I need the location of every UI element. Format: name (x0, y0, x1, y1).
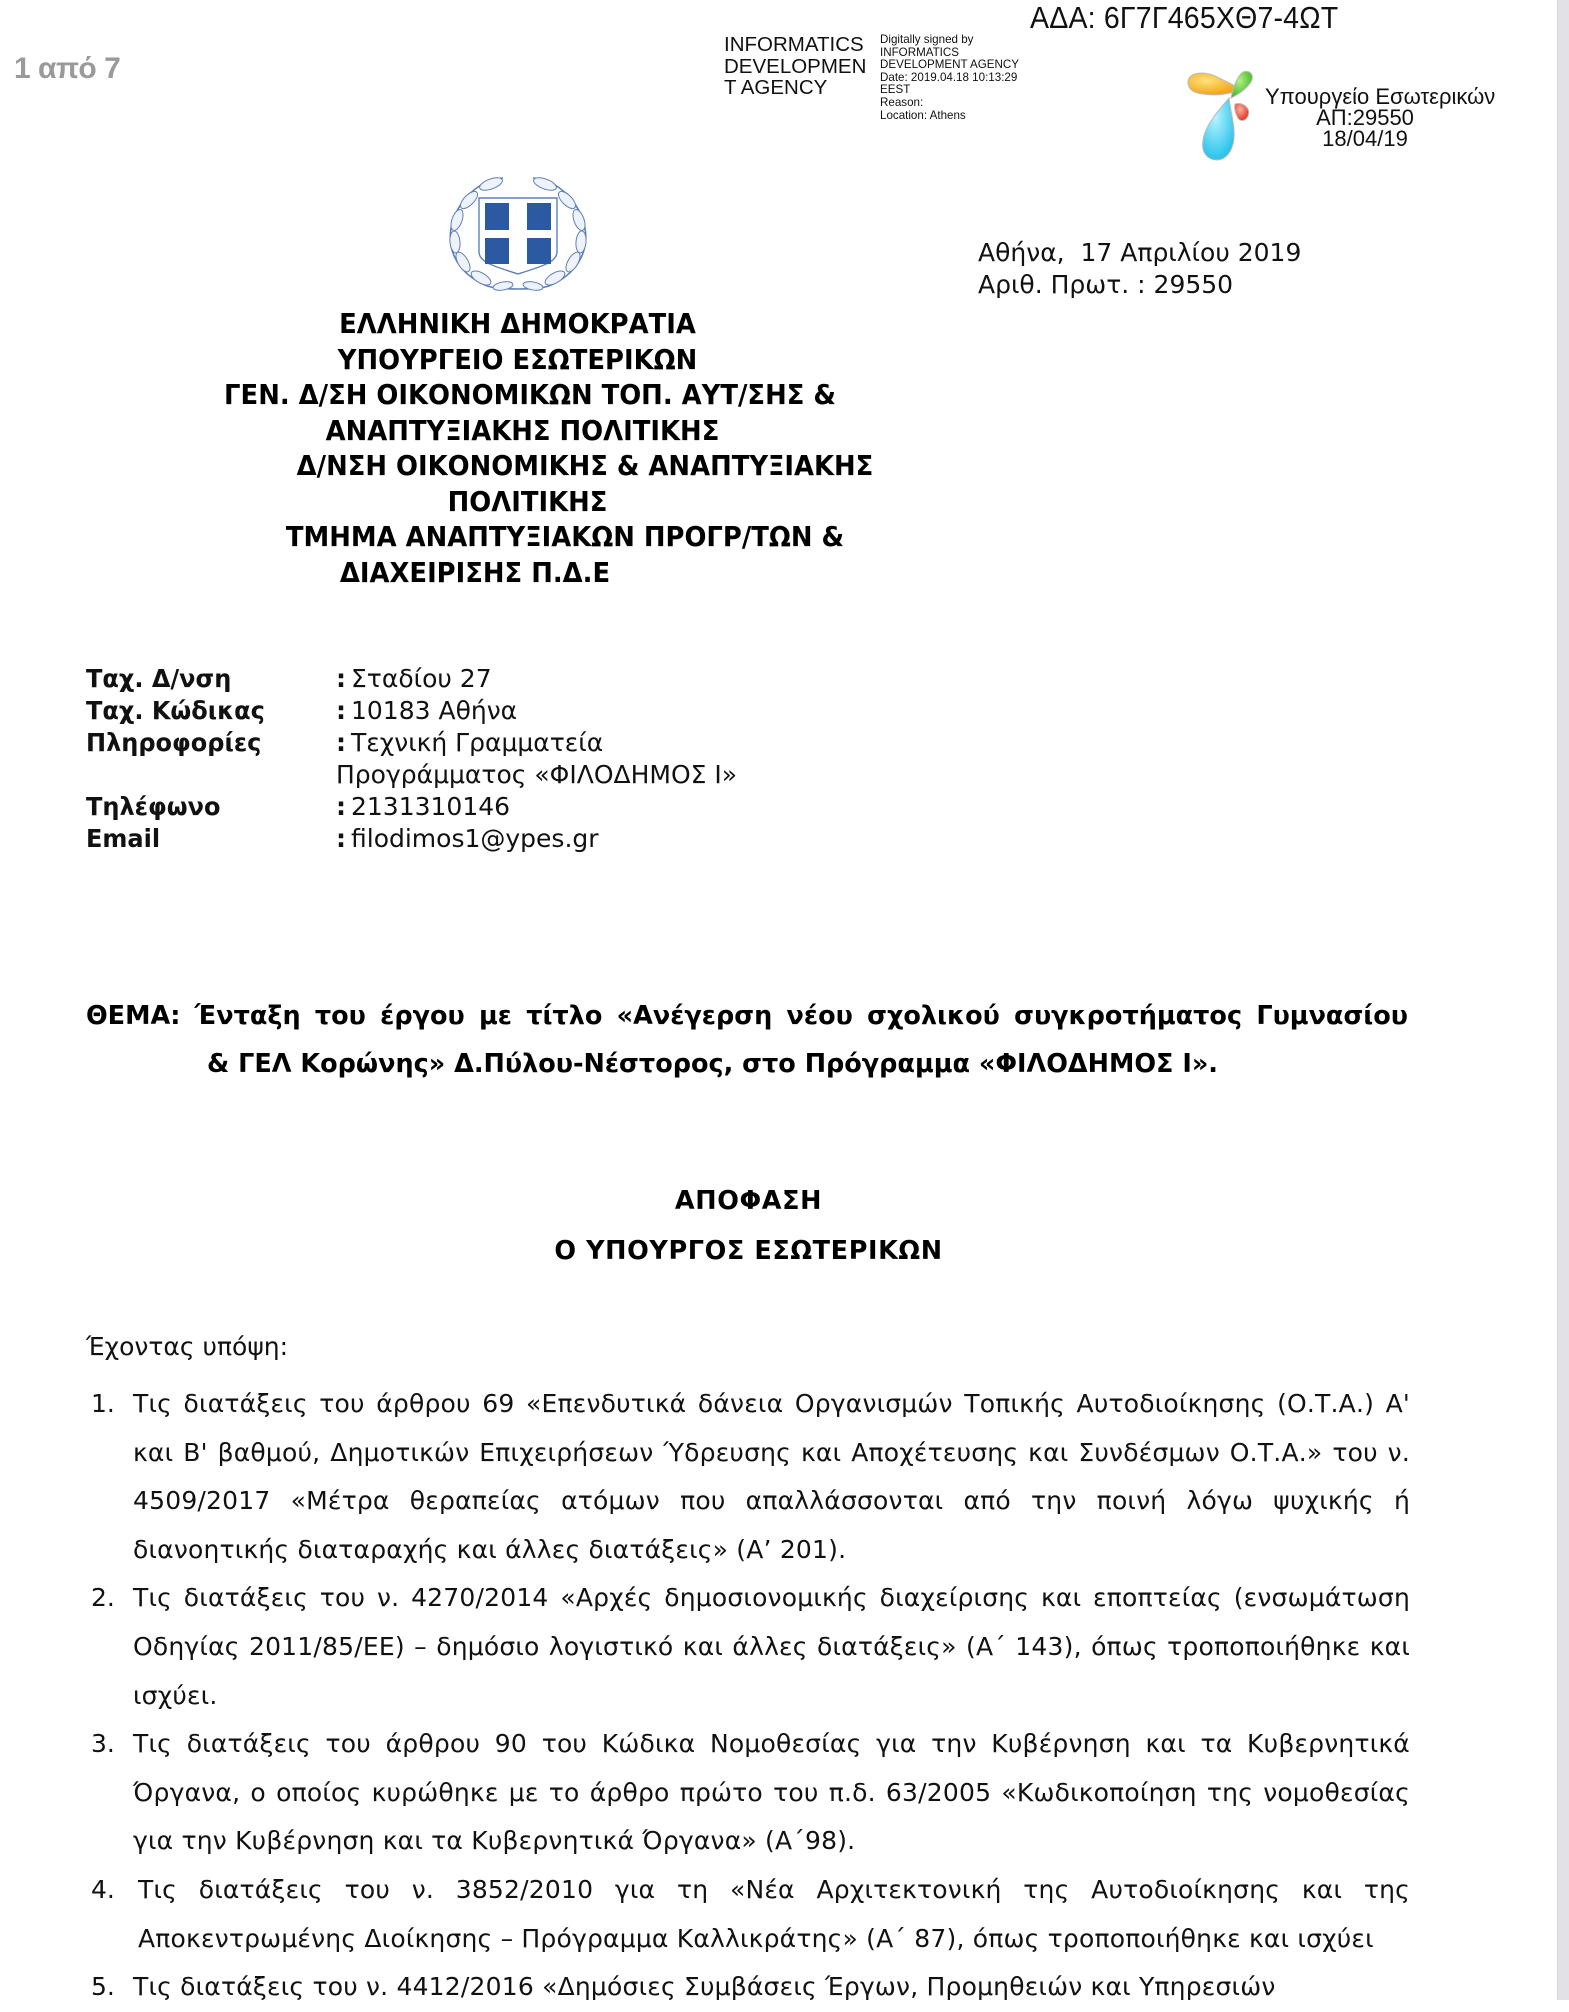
signer-line: INFORMATICS (724, 33, 864, 56)
contact-label: Τηλέφωνο (86, 792, 221, 821)
signature-detail-line: Digitally signed by (880, 33, 974, 46)
stamp-text (1225, 86, 1495, 149)
recital-number: 1. (91, 1389, 115, 1418)
contact-value: 2131310146 (351, 792, 511, 821)
page-indicator: 1 από 7 (14, 52, 121, 85)
contact-row (86, 727, 737, 791)
recital-item (86, 1574, 1410, 1720)
considering-intro: Έχοντας υπόψη: (86, 1332, 289, 1361)
scrollbar[interactable] (1557, 0, 1569, 2000)
contact-separator: : (336, 728, 346, 757)
signature-detail-line: Reason: (880, 95, 924, 109)
letterhead-line: Δ/ΝΣΗ ΟΙΚΟΝΟΜΙΚΗΣ & ΑΝΑΠΤΥΞΙΑΚΗΣ (296, 450, 874, 482)
decision-title: ΑΠΟΦΑΣΗ (674, 1186, 823, 1216)
recital-item (86, 1963, 1410, 2012)
contact-email[interactable]: filodimos1@ypes.gr (351, 824, 599, 853)
stamp-protocol: ΑΠ:29550 (1316, 105, 1414, 130)
recital-item (86, 1720, 1410, 1866)
recital-text: Τις διατάξεις του άρθρου 90 του Κώδικα Νομοθεσίας για την Κυβέρνηση και τα Κυβερνητικά Όργανα, ο οποίος κυρώθηκε με το άρθρο πρώτο του π.δ. 63/2005 «Κωδικοποίηση της νομοθεσίας για την Κυβέρνηση και τα Κυβερνητικά Όργανα» (Α΄98). (133, 1729, 1410, 1856)
subject-line: & ΓΕΛ Κορώνης» Δ.Πύλου-Νέστορος, στο Πρόγραμμα «ΦΙΛΟΔΗΜΟΣ Ι». (207, 1049, 1218, 1079)
signer-line: DEVELOPMEN (724, 54, 867, 78)
signature-signer-name (724, 34, 866, 99)
subject-line: ΘΕΜΑ: Ένταξη του έργου με τίτλο «Ανέγερση νέου σχολικού συγκροτήματος Γυμνασίου (86, 1001, 1408, 1031)
contact-separator: : (336, 696, 346, 725)
contact-label: Πληροφορίες (86, 728, 262, 757)
signer-line: T AGENCY (724, 76, 828, 99)
letterhead-line: ΑΝΑΠΤΥΞΙΑΚΗΣ ΠΟΛΙΤΙΚΗΣ (325, 414, 720, 447)
letterhead-line: ΠΟΛΙΤΙΚΗΣ (447, 485, 608, 518)
contact-value: 10183 Αθήνα (351, 696, 518, 725)
contact-row (86, 823, 737, 855)
contact-value-continuation: Προγράμματος «ΦΙΛΟΔΗΜΟΣ Ι» (336, 760, 738, 789)
contact-row (86, 663, 737, 695)
contact-label: Ταχ. Κώδικας (86, 696, 265, 725)
contact-value: Σταδίου 27 (351, 664, 492, 693)
signature-detail-line: Date: 2019.04.18 10:13:29 (880, 70, 1018, 84)
recital-item (86, 1866, 1410, 1963)
greek-coat-of-arms-icon (443, 170, 593, 292)
stamp-ministry: Υπουργείο Εσωτερικών (1265, 84, 1496, 109)
stamp-date: 18/04/19 (1322, 126, 1408, 151)
contact-separator: : (336, 824, 346, 853)
signature-detail-line: DEVELOPMENT AGENCY (880, 58, 1019, 72)
contact-label: Email (86, 824, 161, 853)
contact-label: Ταχ. Δ/νση (86, 664, 232, 693)
signature-detail-line: EEST (880, 83, 911, 97)
recital-number: 4. (91, 1874, 115, 1904)
recital-number: 5. (91, 1972, 115, 2002)
letterhead (130, 307, 930, 591)
contact-value (336, 727, 738, 791)
letterhead-line: ΤΜΗΜΑ ΑΝΑΠΤΥΞΙΑΚΩΝ ΠΡΟΓΡ/ΤΩΝ & (285, 521, 845, 553)
recital-number: 3. (91, 1729, 115, 1759)
recital-text: Τις διατάξεις του άρθρου 69 «Επενδυτικά δάνεια Οργανισμών Τοπικής Αυτοδιοίκησης (Ο.Τ.Α.) Α' και Β' βαθμού, Δημοτικών Επιχειρήσεων Ύδρευσης και Αποχέτευσης και Συνδέσμων Ο.Τ.Α.» του ν. 4509/2017 «Μέτρα θεραπείας ατόμων που απαλλάσσονται από την ποινή λόγω ψυχικής ή διανοητικής διαταραχής και άλλες διατάξεις» (Α’ 201). (133, 1389, 1410, 1564)
issuer-title: Ο ΥΠΟΥΡΓΟΣ ΕΣΩΤΕΡΙΚΩΝ (554, 1236, 943, 1266)
letterhead-line: ΕΛΛΗΝΙΚΗ ΔΗΜΟΚΡΑΤΙΑ (339, 308, 696, 340)
contact-value-line: Τεχνική Γραμματεία (351, 728, 604, 757)
contact-separator: : (336, 792, 346, 821)
ada-code: ΑΔΑ: 6Γ7Γ465ΧΘ7-4ΩΤ (1030, 0, 1339, 35)
letterhead-line: ΓΕΝ. Δ/ΣΗ ΟΙΚΟΝΟΜΙΚΩΝ ΤΟΠ. ΑΥΤ/ΣΗΣ & (224, 379, 836, 411)
signature-detail-line: INFORMATICS (880, 45, 960, 59)
recital-number: 2. (91, 1583, 115, 1613)
registry-stamp (1185, 70, 1515, 170)
subject (86, 992, 1408, 1088)
contact-info (86, 663, 737, 855)
protocol-number: Αριθ. Πρωτ. : 29550 (978, 270, 1234, 299)
signature-detail-line: Location: Athens (880, 108, 966, 122)
contact-separator: : (336, 664, 346, 693)
letterhead-line: ΔΙΑΧΕΙΡΙΣΗΣ Π.Δ.Ε (339, 556, 611, 589)
letterhead-line: ΥΠΟΥΡΓΕΙΟ ΕΣΩΤΕΡΙΚΩΝ (337, 343, 698, 376)
contact-row (86, 695, 737, 727)
recitals-list (86, 1380, 1410, 2012)
recital-item (86, 1380, 1410, 1574)
signature-details (880, 34, 1019, 122)
recital-text: Τις διατάξεις του ν. 3852/2010 για τη «Νέα Αρχιτεκτονική της Αυτοδιοίκησης και της Αποκεντρωμένης Διοίκησης – Πρόγραμμα Καλλικράτης» (Α΄ 87), όπως τροποποιήθηκε και ισχύει (138, 1874, 1410, 1953)
date-block (978, 237, 1301, 301)
contact-row (86, 791, 737, 823)
recital-text: Τις διατάξεις του ν. 4412/2016 «Δημόσιες Συμβάσεις Έργων, Προμηθειών και Υπηρεσιών (133, 1972, 1276, 2002)
place-date: Αθήνα, 17 Απριλίου 2019 (978, 238, 1302, 267)
recital-text: Τις διατάξεις του ν. 4270/2014 «Αρχές δημοσιονομικής διαχείρισης και εποπτείας (ενσωμάτωση Οδηγίας 2011/85/ΕΕ) – δημόσιο λογιστικό και άλλες διατάξεις» (Α΄ 143), όπως τροποποιήθηκε και ισχύει. (133, 1583, 1410, 1710)
